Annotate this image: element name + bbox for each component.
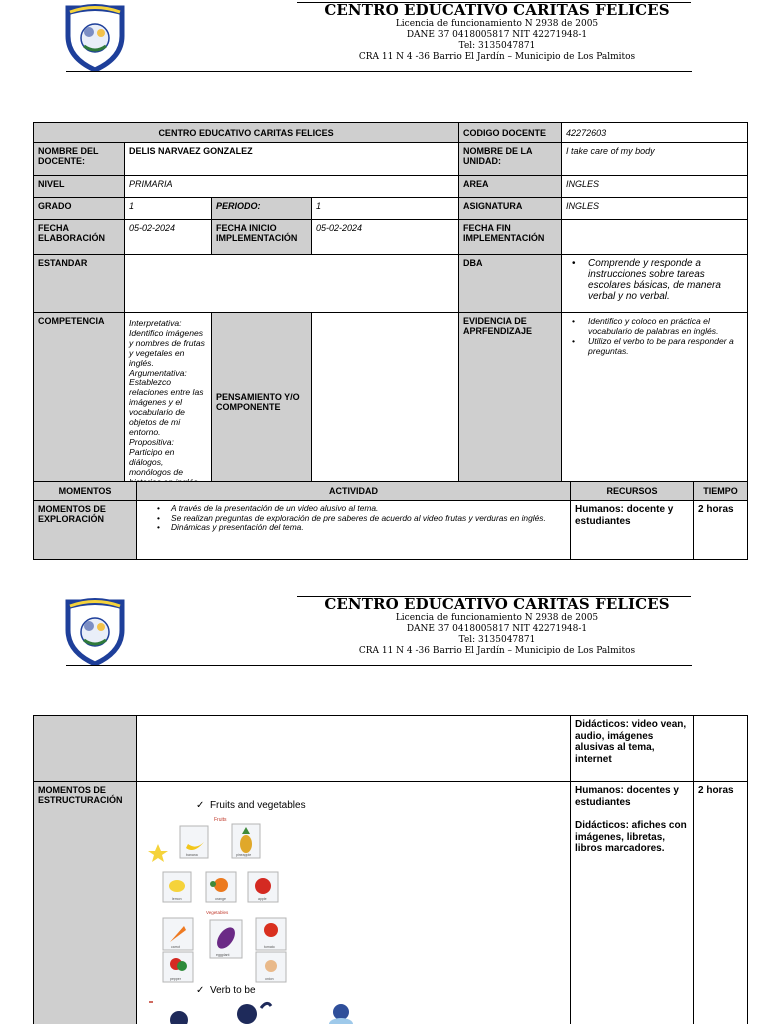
nombre-docente-value: DELIS NARVAEZ GONZALEZ (125, 143, 459, 176)
moments-header-row (34, 482, 748, 501)
col-tiempo: TIEMPO (694, 482, 748, 501)
fecha-elaboracion-label: FECHA ELABORACIÓN (34, 220, 125, 255)
fecha-fin-value (562, 220, 748, 255)
license-line: Licencia de funcionamiento N 2938 de 2005 (395, 613, 599, 623)
verb-item-label: Verb to be (209, 985, 256, 996)
didacticos-2: Didácticos: afiches con imágenes, libretas, libros marcadores. (575, 820, 687, 854)
row-docente (34, 143, 748, 176)
fruits-heading: Fruits (214, 817, 227, 823)
pepper-label: pepper (170, 977, 181, 981)
address-line: CRA 11 N 4 -36 Barrio El Jardín – Municipio de Los Palmitos (358, 52, 636, 62)
school-logo (62, 594, 128, 666)
lemon-icon (169, 880, 185, 892)
exploracion-label: MOMENTOS DE EXPLORACIÓN (34, 501, 137, 560)
row-estandar (34, 255, 748, 313)
evidencia-list (566, 316, 743, 356)
blank-activity-cell (137, 716, 571, 782)
dba-label: DBA (459, 255, 562, 313)
area-value: INGLES (562, 176, 748, 198)
structuring-table (33, 715, 748, 1024)
evidencia-label: EVIDENCIA DE APRFENDIZAJE (459, 313, 562, 491)
vegetables-heading: Vegetables (206, 910, 229, 915)
tomato-label: tomato (264, 945, 275, 949)
estructuracion-tiempo: 2 horas (694, 782, 748, 1024)
activity-item: • Dinámicas y presentación del tema. (151, 523, 566, 533)
moments-table (33, 481, 748, 560)
col-recursos: RECURSOS (571, 482, 694, 501)
dba-list (566, 258, 743, 302)
activity-item: • A través de la presentación de un video alusivo al tema. (151, 504, 566, 514)
fruits-item-label: Fruits and vegetables (209, 800, 306, 811)
pensamiento-label: PENSAMIENTO Y/O COMPONENTE (212, 313, 312, 491)
tel-line: Tel: 3135047871 (458, 41, 536, 51)
nombre-docente-label: NOMBRE DEL DOCENTE: (34, 143, 125, 176)
didacticos-row (34, 716, 748, 782)
apple-label: apple (258, 897, 267, 901)
orange-icon (214, 878, 228, 892)
fecha-inicio-value: 05-02-2024 (312, 220, 459, 255)
exploracion-row (34, 501, 748, 560)
humanos-text: Humanos: docentes y estudiantes (575, 785, 679, 808)
letterhead-1 (0, 0, 768, 80)
banana-label: banana (186, 853, 198, 857)
row-nivel (34, 176, 748, 198)
star-icon (148, 844, 168, 862)
verb-to-be-illustration (145, 998, 365, 1024)
periodo-value: 1 (312, 198, 459, 220)
pensamiento-value (312, 313, 459, 491)
dba-value (562, 255, 748, 313)
col-actividad: ACTIVIDAD (137, 482, 571, 501)
row-school (34, 123, 748, 143)
lemon-label: lemon (172, 897, 182, 901)
competencia-label: COMPETENCIA (34, 313, 125, 491)
grado-label: GRADO (34, 198, 125, 220)
license-line: Licencia de funcionamiento N 2938 de 2005 (395, 19, 599, 29)
header-rule (66, 665, 692, 666)
evidencia-item: • Identifico y coloco en práctica el vocabulario de palabras en inglés. (566, 316, 743, 336)
asignatura-label: ASIGNATURA (459, 198, 562, 220)
apple-icon (255, 878, 271, 894)
estructuracion-label: MOMENTOS DE ESTRUCTURACIÓN (34, 782, 137, 1024)
dane-line: DANE 37 0418005817 NIT 42271948-1 (406, 624, 588, 634)
onion-label: onion (265, 977, 274, 981)
dba-item: • Comprende y responde a instrucciones sobre tareas escolares básicas, de manera verbal y no verbal. (566, 258, 743, 302)
check-icon: ✓ (196, 985, 205, 996)
school-title: CENTRO EDUCATIVO CARITAS FELICES (324, 595, 670, 613)
letterhead-2 (0, 594, 768, 674)
onion-icon (265, 960, 277, 972)
eggplant-label: eggplant (216, 953, 230, 957)
fruits-vegetables-illustration (148, 814, 288, 984)
estandar-label: ESTANDAR (34, 255, 125, 313)
letterhead-text (250, 596, 744, 657)
row-grado (34, 198, 748, 220)
person-icon (333, 1004, 349, 1020)
evidencia-item: • Utilizo el verbo to be para responder a preguntas. (566, 336, 743, 356)
person-icon (170, 1011, 188, 1024)
orange-label: orange (215, 897, 226, 901)
school-logo (62, 0, 128, 72)
pineapple-icon (240, 835, 252, 853)
activity-item: • Se realizan preguntas de exploración de pre saberes de acuerdo al video frutas y verduras en inglés. (151, 514, 566, 524)
exploracion-tiempo: 2 horas (694, 501, 748, 560)
fecha-inicio-label: FECHA INICIO IMPLEMENTACIÓN (212, 220, 312, 255)
estandar-value (125, 255, 459, 313)
carrot-label: carrot (171, 945, 180, 949)
blank-moment-cell (34, 716, 137, 782)
address-line: CRA 11 N 4 -36 Barrio El Jardín – Municipio de Los Palmitos (358, 646, 636, 656)
exploracion-recursos: Humanos: docente y estudiantes (571, 501, 694, 560)
tomato-icon (264, 923, 278, 937)
school-title: CENTRO EDUCATIVO CARITAS FELICES (324, 1, 670, 19)
periodo-label: PERIODO: (212, 198, 312, 220)
check-icon: ✓ (196, 800, 205, 811)
competencia-value: Interpretativa: Identifico imágenes y nombres de frutas y vegetales en inglés. Argumentativa: Establezco relaciones entre las imágenes y el vocabulario de objetos de mi entorno. Propositiva: Participo en diálogos, monólogos de (125, 313, 212, 491)
didacticos-1: Didácticos: video vean, audio, imágenes alusivas al tema, internet (571, 716, 694, 782)
nivel-value: PRIMARIA (125, 176, 459, 198)
letterhead-text (250, 2, 744, 63)
codigo-value: 42272603 (562, 123, 748, 143)
fecha-fin-label: FECHA FIN IMPLEMENTACIÓN (459, 220, 562, 255)
school-name-cell: CENTRO EDUCATIVO CARITAS FELICES (34, 123, 459, 143)
row-competencia (34, 313, 748, 491)
row-fechas (34, 220, 748, 255)
nombre-unidad-label: NOMBRE DE LA UNIDAD: (459, 143, 562, 176)
fecha-elaboracion-value: 05-02-2024 (125, 220, 212, 255)
area-label: AREA (459, 176, 562, 198)
exploracion-activities (137, 501, 571, 560)
blank-time-cell (694, 716, 748, 782)
verb-item (196, 985, 256, 996)
header-rule (66, 71, 692, 72)
grado-value: 1 (125, 198, 212, 220)
person-icon (237, 1004, 257, 1024)
codigo-label: CODIGO DOCENTE (459, 123, 562, 143)
col-momentos: MOMENTOS (34, 482, 137, 501)
estructuracion-row (34, 782, 748, 1024)
asignatura-value: INGLES (562, 198, 748, 220)
nivel-label: NIVEL (34, 176, 125, 198)
plan-info-table (33, 122, 748, 491)
fruits-item (196, 800, 306, 811)
estructuracion-recursos (571, 782, 694, 1024)
dane-line: DANE 37 0418005817 NIT 42271948-1 (406, 30, 588, 40)
evidencia-value (562, 313, 748, 491)
tel-line: Tel: 3135047871 (458, 635, 536, 645)
pineapple-label: pineapple (236, 853, 252, 857)
exploracion-list (151, 504, 566, 533)
nombre-unidad-value: I take care of my body (562, 143, 748, 176)
